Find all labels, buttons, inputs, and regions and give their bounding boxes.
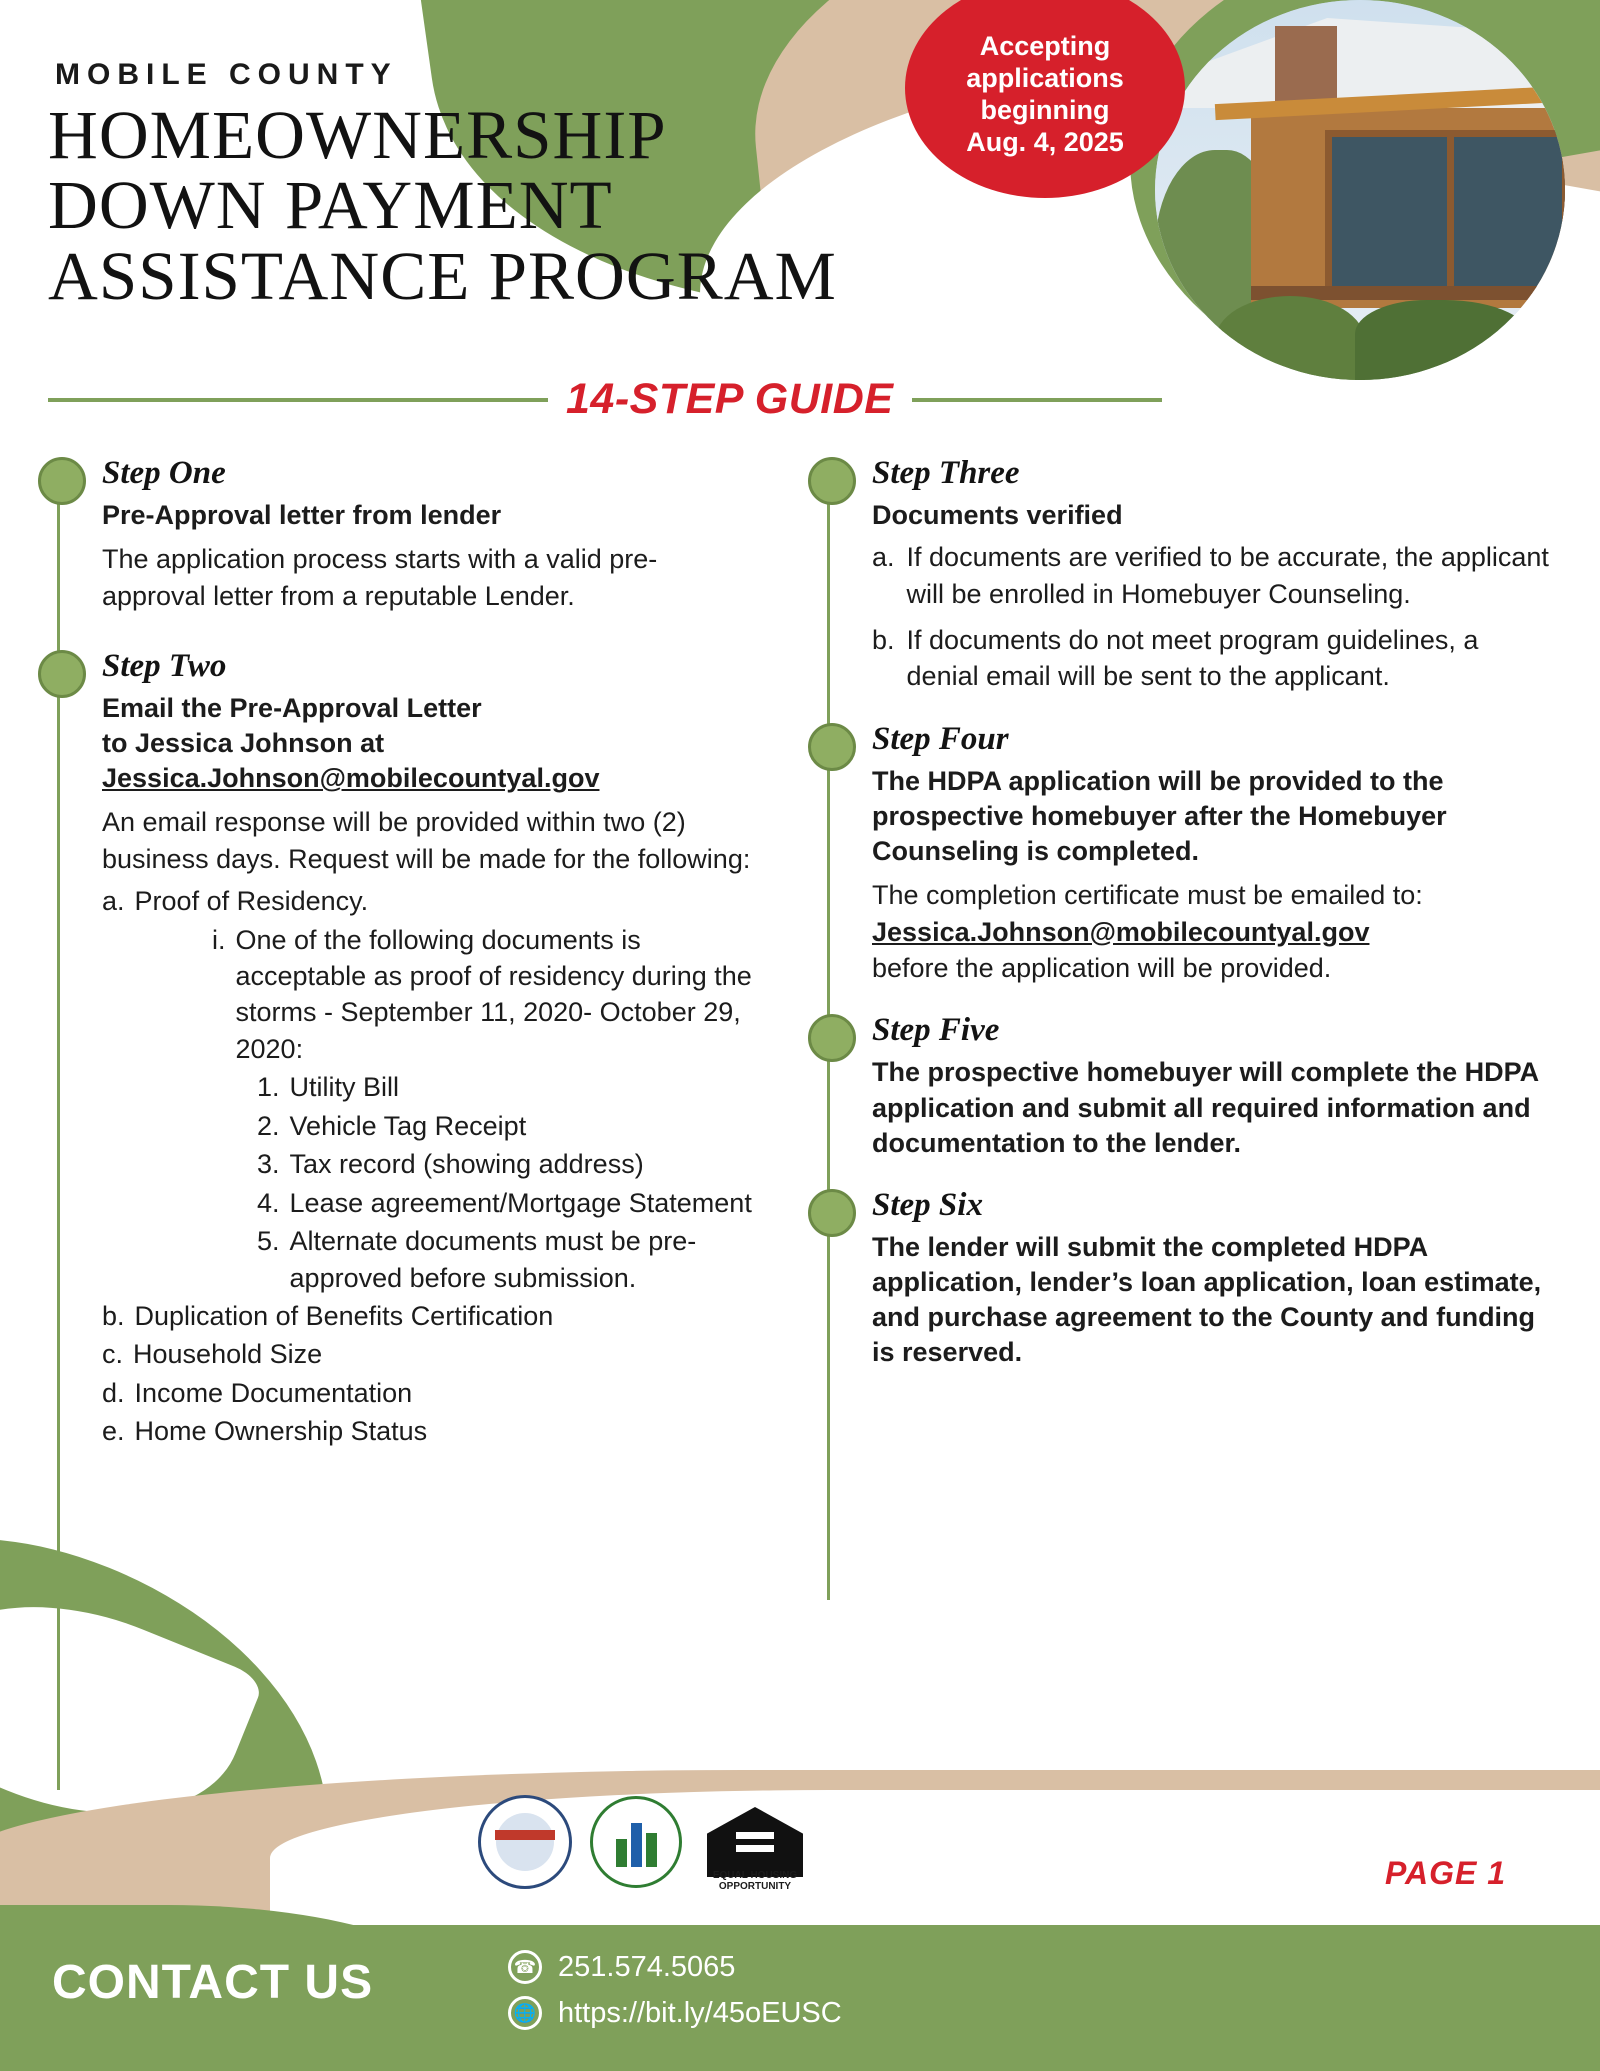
step-two-list [102,883,760,1450]
photo-shrub-right [1355,300,1535,380]
phone-icon: ☎ [508,1950,542,1984]
divider-left [48,398,548,402]
badge-line-3: beginning [980,95,1110,125]
step-six-subheading: The lender will submit the completed HDPA application, lender’s loan application, loan estimate, and purchase agreement to the County and funding is reserved. [872,1231,1542,1367]
list-item [102,883,760,919]
list-item [102,1375,760,1411]
jessica-email-link-2[interactable]: Jessica.Johnson@mobilecountyal.gov [872,916,1370,947]
eho-bar-1 [736,1832,774,1839]
badge-line-2: applications [966,63,1124,94]
equal-housing-opportunity-icon [700,1796,810,1892]
step-dot-icon [808,723,856,771]
list-item [102,1336,760,1372]
list-text: Home Ownership Status [134,1416,428,1447]
list-text: Utility Bill [289,1072,400,1103]
eho-caption: EQUAL HOUSING OPPORTUNITY [712,1870,798,1892]
title-line-2: DOWN PAYMENT [48,167,613,244]
steps-column-right [810,455,1550,1396]
step-dot-icon [38,650,86,698]
step-one-heading: Step One [102,455,226,491]
step-four [810,721,1550,987]
step-dot-icon [808,1014,856,1062]
step-dot-icon [808,457,856,505]
list-text: Tax record (showing address) [289,1149,644,1180]
hud-bar-1 [616,1839,627,1867]
list-item [257,1108,760,1144]
hud-logo-icon [590,1796,682,1888]
list-marker: c. [102,1339,124,1370]
page-number: PAGE 1 [1385,1855,1506,1891]
list-marker: e. [102,1416,125,1447]
list-item [102,1413,760,1449]
jessica-email-link[interactable]: Jessica.Johnson@mobilecountyal.gov [102,763,600,794]
badge-line-1: Accepting [979,31,1111,62]
contact-phone[interactable]: 251.574.5065 [558,1950,736,1983]
contact-phone-row [508,1950,842,1984]
mobile-county-seal-icon [478,1795,572,1889]
list-text: Proof of Residency. [134,886,369,917]
hud-bar-3 [646,1833,657,1867]
list-marker: b. [872,624,895,655]
badge-text [966,17,1124,158]
step-three-list [872,539,1550,695]
list-item [257,1069,760,1105]
contact-url[interactable]: https://bit.ly/45oEUSC [558,1996,842,2029]
list-marker: i. [212,924,226,955]
list-text: Lease agreement/Mortgage Statement [289,1187,752,1218]
list-item [212,922,760,1068]
eho-equal-sign [736,1826,774,1858]
list-marker: a. [102,886,125,917]
list-item [257,1185,760,1221]
subtitle-row [48,375,1108,424]
house-photo [1155,0,1565,380]
list-marker: a. [872,542,895,573]
step-five-heading: Step Five [872,1012,1000,1049]
list-text: Income Documentation [134,1377,413,1408]
title-line-1: HOMEOWNERSHIP [48,97,667,173]
subtitle: 14-STEP GUIDE [566,375,894,423]
step-one [40,455,760,614]
step-three-heading: Step Three [872,455,1020,491]
step-six-heading: Step Six [872,1186,983,1223]
list-item [872,622,1550,695]
logo-row [478,1795,810,1892]
page-title [48,97,837,314]
eho-bar-2 [736,1845,774,1852]
list-text: Duplication of Benefits Certification [134,1300,554,1331]
step-three-subheading: Documents verified [872,500,1123,530]
step-two-subheading-line-2: to Jessica Johnson at [102,728,385,759]
county-label: MOBILE COUNTY [55,58,398,91]
step-four-subheading: The HDPA application will be provided to the prospective homebuyer after the Homebuyer Counseling is completed. [872,765,1447,867]
list-text: Household Size [133,1339,323,1370]
seal-inner [496,1813,554,1871]
step-four-heading: Step Four [872,720,1009,757]
list-text: Vehicle Tag Receipt [289,1110,527,1141]
step-two-heading: Step Two [102,647,227,684]
list-marker: d. [102,1377,125,1408]
photo-window [1325,130,1565,294]
list-item [872,539,1550,612]
step-two-subheading-line-1: Email the Pre-Approval Letter [102,692,482,723]
list-item [102,1298,760,1334]
eho-house-shape [707,1807,803,1877]
contact-list [508,1950,842,2042]
step-three [810,455,1550,695]
step-six [810,1187,1550,1370]
badge-line-4: Aug. 4, 2025 [966,126,1124,157]
step-one-subheading: Pre-Approval letter from lender [102,500,502,530]
title-line-3: ASSISTANCE PROGRAM [48,237,837,314]
list-text: If documents do not meet program guidelines, a denial email will be sent to the applicant. [906,624,1479,692]
contact-us-heading: CONTACT US [52,1956,374,2009]
list-marker: 3. [257,1149,280,1180]
seal-stripe [495,1830,555,1840]
step-two [40,648,760,1450]
step-two-subheading [102,691,760,796]
list-text: Alternate documents must be pre-approved before submission. [289,1226,697,1293]
list-marker: 4. [257,1187,280,1218]
steps-column-left [40,455,760,1460]
list-item [257,1146,760,1182]
list-marker: 1. [257,1072,280,1103]
step-two-body: An email response will be provided within two (2) business days. Request will be made for the following: [102,807,751,874]
list-marker: 5. [257,1226,280,1257]
list-text: One of the following documents is acceptable as proof of residency during the storms - September 11, 2020- October 29, 2020: [235,924,752,1064]
step-dot-icon [38,457,86,505]
step-five [810,1012,1550,1160]
hud-bar-2 [631,1823,642,1867]
step-five-subheading: The prospective homebuyer will complete the HDPA application and submit all required information and documentation to the lender. [872,1057,1539,1158]
step-one-body: The application process starts with a valid pre-approval letter from a reputable Lender. [102,544,658,611]
contact-url-row [508,1996,842,2030]
list-marker: b. [102,1300,125,1331]
list-marker: 2. [257,1110,280,1141]
step-dot-icon [808,1189,856,1237]
globe-icon: 🌐 [508,1996,542,2030]
step-four-body: The completion certificate must be emailed to: [872,880,1423,911]
divider-right [912,398,1162,402]
photo-shrub-left [1215,296,1365,380]
list-text: If documents are verified to be accurate, the applicant will be enrolled in Homebuyer Counseling. [906,542,1549,609]
step-four-body-2: before the application will be provided. [872,953,1332,983]
list-item [257,1223,760,1296]
